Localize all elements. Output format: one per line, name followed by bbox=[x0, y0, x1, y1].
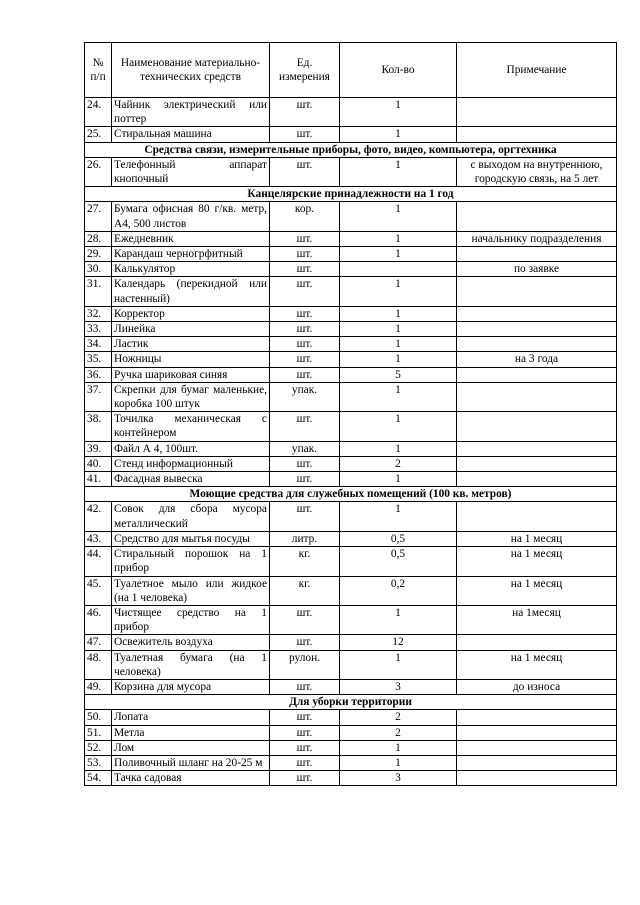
table-row bbox=[85, 412, 617, 441]
row-note bbox=[457, 635, 617, 650]
row-qty: 1 bbox=[340, 605, 457, 634]
row-note bbox=[457, 306, 617, 321]
row-qty: 3 bbox=[340, 771, 457, 786]
row-note: на 1 месяц bbox=[457, 531, 617, 546]
row-qty: 1 bbox=[340, 127, 457, 142]
row-name: Ежедневник bbox=[112, 231, 270, 246]
row-num: 32. bbox=[85, 306, 112, 321]
row-num: 49. bbox=[85, 679, 112, 694]
table-row bbox=[85, 337, 617, 352]
row-qty: 1 bbox=[340, 740, 457, 755]
row-qty: 2 bbox=[340, 456, 457, 471]
section-row bbox=[85, 142, 617, 157]
table-row bbox=[85, 262, 617, 277]
table-row bbox=[85, 635, 617, 650]
row-unit: шт. bbox=[270, 412, 340, 441]
row-name: Туалетное мыло или жидкое (на 1 человека) bbox=[112, 576, 270, 605]
header-name: Наименование материально-технических средств bbox=[112, 43, 270, 98]
row-qty: 1 bbox=[340, 306, 457, 321]
table-row bbox=[85, 755, 617, 770]
row-qty: 1 bbox=[340, 472, 457, 487]
row-note: на 3 года bbox=[457, 352, 617, 367]
row-unit: шт. bbox=[270, 127, 340, 142]
row-unit: шт. bbox=[270, 231, 340, 246]
row-num: 29. bbox=[85, 247, 112, 262]
row-unit: шт. bbox=[270, 277, 340, 306]
row-unit: шт. bbox=[270, 755, 340, 770]
row-name: Ручка шариковая синяя bbox=[112, 367, 270, 382]
row-unit: шт. bbox=[270, 605, 340, 634]
row-note: на 1 месяц bbox=[457, 576, 617, 605]
row-qty: 1 bbox=[340, 755, 457, 770]
row-note: на 1 месяц bbox=[457, 547, 617, 576]
row-unit: шт. bbox=[270, 98, 340, 127]
table-row bbox=[85, 531, 617, 546]
section-row bbox=[85, 187, 617, 202]
row-unit: шт. bbox=[270, 472, 340, 487]
row-note bbox=[457, 202, 617, 231]
row-num: 35. bbox=[85, 352, 112, 367]
row-note bbox=[457, 755, 617, 770]
table-row bbox=[85, 771, 617, 786]
row-num: 28. bbox=[85, 231, 112, 246]
row-name: Фасадная вывеска bbox=[112, 472, 270, 487]
table-row bbox=[85, 502, 617, 531]
table-row bbox=[85, 322, 617, 337]
row-name: Скрепки для бумаг маленькие, коробка 100 штук bbox=[112, 382, 270, 411]
table-row bbox=[85, 202, 617, 231]
row-unit: шт. bbox=[270, 771, 340, 786]
row-name: Корректор bbox=[112, 306, 270, 321]
row-qty: 1 bbox=[340, 322, 457, 337]
row-num: 39. bbox=[85, 441, 112, 456]
row-note: на 1 месяц bbox=[457, 650, 617, 679]
row-qty: 1 bbox=[340, 98, 457, 127]
row-name: Ножницы bbox=[112, 352, 270, 367]
row-name: Календарь (перекидной или настенный) bbox=[112, 277, 270, 306]
row-note bbox=[457, 456, 617, 471]
row-num: 36. bbox=[85, 367, 112, 382]
row-num: 26. bbox=[85, 157, 112, 186]
header-num: № п/п bbox=[85, 43, 112, 98]
table-row bbox=[85, 456, 617, 471]
section-title: Для уборки территории bbox=[85, 695, 617, 710]
table-row bbox=[85, 547, 617, 576]
row-unit: шт. bbox=[270, 367, 340, 382]
row-note bbox=[457, 710, 617, 725]
row-name: Корзина для мусора bbox=[112, 679, 270, 694]
row-num: 51. bbox=[85, 725, 112, 740]
row-note bbox=[457, 441, 617, 456]
row-unit: шт. bbox=[270, 725, 340, 740]
table-row bbox=[85, 441, 617, 456]
row-unit: шт. bbox=[270, 157, 340, 186]
row-note bbox=[457, 127, 617, 142]
row-name: Освежитель воздуха bbox=[112, 635, 270, 650]
row-num: 41. bbox=[85, 472, 112, 487]
row-qty: 1 bbox=[340, 382, 457, 411]
table-row bbox=[85, 725, 617, 740]
table-row bbox=[85, 576, 617, 605]
row-qty: 0,5 bbox=[340, 531, 457, 546]
row-num: 42. bbox=[85, 502, 112, 531]
row-note bbox=[457, 277, 617, 306]
row-qty: 2 bbox=[340, 725, 457, 740]
row-name: Лом bbox=[112, 740, 270, 755]
row-qty: 1 bbox=[340, 337, 457, 352]
table-row bbox=[85, 277, 617, 306]
table-row bbox=[85, 740, 617, 755]
row-name: Файл А 4, 100шт. bbox=[112, 441, 270, 456]
row-name: Чистящее средство на 1 прибор bbox=[112, 605, 270, 634]
row-name: Ластик bbox=[112, 337, 270, 352]
row-note bbox=[457, 322, 617, 337]
row-num: 50. bbox=[85, 710, 112, 725]
row-num: 53. bbox=[85, 755, 112, 770]
row-num: 47. bbox=[85, 635, 112, 650]
row-unit: упак. bbox=[270, 382, 340, 411]
row-unit: шт. bbox=[270, 456, 340, 471]
row-num: 45. bbox=[85, 576, 112, 605]
section-row bbox=[85, 487, 617, 502]
table-row bbox=[85, 352, 617, 367]
row-num: 44. bbox=[85, 547, 112, 576]
row-qty: 1 bbox=[340, 502, 457, 531]
row-unit: литр. bbox=[270, 531, 340, 546]
row-name: Туалетная бумага (на 1 человека) bbox=[112, 650, 270, 679]
row-num: 46. bbox=[85, 605, 112, 634]
header-note: Примечание bbox=[457, 43, 617, 98]
row-unit: упак. bbox=[270, 441, 340, 456]
row-num: 31. bbox=[85, 277, 112, 306]
row-note bbox=[457, 367, 617, 382]
row-num: 27. bbox=[85, 202, 112, 231]
row-name: Стенд информационный bbox=[112, 456, 270, 471]
row-note bbox=[457, 725, 617, 740]
row-unit: шт. bbox=[270, 352, 340, 367]
row-num: 24. bbox=[85, 98, 112, 127]
row-qty: 1 bbox=[340, 441, 457, 456]
row-num: 37. bbox=[85, 382, 112, 411]
row-num: 38. bbox=[85, 412, 112, 441]
table-row bbox=[85, 367, 617, 382]
row-qty: 5 bbox=[340, 367, 457, 382]
row-name: Лопата bbox=[112, 710, 270, 725]
row-name: Бумага офисная 80 г/кв. метр, А4, 500 листов bbox=[112, 202, 270, 231]
row-qty: 0,5 bbox=[340, 547, 457, 576]
row-unit: кг. bbox=[270, 547, 340, 576]
table-body bbox=[85, 98, 617, 786]
row-qty: 1 bbox=[340, 650, 457, 679]
table-row bbox=[85, 98, 617, 127]
row-unit: кор. bbox=[270, 202, 340, 231]
row-unit: шт. bbox=[270, 635, 340, 650]
row-name: Средство для мытья посуды bbox=[112, 531, 270, 546]
row-note: начальнику подразделения bbox=[457, 231, 617, 246]
table-row bbox=[85, 382, 617, 411]
row-num: 40. bbox=[85, 456, 112, 471]
row-qty: 1 bbox=[340, 277, 457, 306]
row-note bbox=[457, 337, 617, 352]
row-num: 48. bbox=[85, 650, 112, 679]
row-qty: 1 bbox=[340, 247, 457, 262]
table-row bbox=[85, 157, 617, 186]
row-num: 25. bbox=[85, 127, 112, 142]
row-name: Стиральная машина bbox=[112, 127, 270, 142]
row-qty: 3 bbox=[340, 679, 457, 694]
row-unit: шт. bbox=[270, 322, 340, 337]
row-name: Калькулятор bbox=[112, 262, 270, 277]
row-name: Стиральный порошок на 1 прибор bbox=[112, 547, 270, 576]
row-unit: шт. bbox=[270, 502, 340, 531]
row-unit: шт. bbox=[270, 306, 340, 321]
row-num: 33. bbox=[85, 322, 112, 337]
row-note bbox=[457, 502, 617, 531]
table-row bbox=[85, 472, 617, 487]
row-qty: 1 bbox=[340, 157, 457, 186]
materials-table bbox=[84, 42, 617, 786]
row-name: Телефонный аппарат кнопочный bbox=[112, 157, 270, 186]
row-note bbox=[457, 412, 617, 441]
table-header-row bbox=[85, 43, 617, 98]
section-title: Моющие средства для служебных помещений (100 кв. метров) bbox=[85, 487, 617, 502]
row-unit: шт. bbox=[270, 710, 340, 725]
row-num: 52. bbox=[85, 740, 112, 755]
row-unit: шт. bbox=[270, 679, 340, 694]
section-row bbox=[85, 695, 617, 710]
row-name: Карандаш черногрфитный bbox=[112, 247, 270, 262]
section-title: Канцелярские принадлежности на 1 год bbox=[85, 187, 617, 202]
row-unit: шт. bbox=[270, 337, 340, 352]
row-unit: рулон. bbox=[270, 650, 340, 679]
table-row bbox=[85, 127, 617, 142]
table-row bbox=[85, 306, 617, 321]
row-note: до износа bbox=[457, 679, 617, 694]
row-qty bbox=[340, 262, 457, 277]
table-row bbox=[85, 605, 617, 634]
table-row bbox=[85, 650, 617, 679]
row-num: 34. bbox=[85, 337, 112, 352]
row-name: Метла bbox=[112, 725, 270, 740]
header-qty: Кол-во bbox=[340, 43, 457, 98]
row-qty: 1 bbox=[340, 412, 457, 441]
row-note bbox=[457, 98, 617, 127]
header-unit: Ед. измерения bbox=[270, 43, 340, 98]
row-name: Чайник электрический или поттер bbox=[112, 98, 270, 127]
row-note bbox=[457, 771, 617, 786]
table-row bbox=[85, 231, 617, 246]
row-note bbox=[457, 740, 617, 755]
row-note bbox=[457, 472, 617, 487]
row-qty: 0,2 bbox=[340, 576, 457, 605]
row-note: по заявке bbox=[457, 262, 617, 277]
row-num: 43. bbox=[85, 531, 112, 546]
row-note: на 1месяц bbox=[457, 605, 617, 634]
row-name: Линейка bbox=[112, 322, 270, 337]
row-name: Поливочный шланг на 20-25 м bbox=[112, 755, 270, 770]
row-note bbox=[457, 382, 617, 411]
row-unit: шт. bbox=[270, 740, 340, 755]
table-row bbox=[85, 710, 617, 725]
row-name: Тачка садовая bbox=[112, 771, 270, 786]
row-qty: 12 bbox=[340, 635, 457, 650]
row-note: с выходом на внутреннюю, городскую связь, на 5 лет bbox=[457, 157, 617, 186]
section-title: Средства связи, измерительные приборы, фото, видео, компьютера, оргтехника bbox=[85, 142, 617, 157]
row-qty: 1 bbox=[340, 202, 457, 231]
row-qty: 1 bbox=[340, 231, 457, 246]
row-unit: шт. bbox=[270, 262, 340, 277]
row-unit: кг. bbox=[270, 576, 340, 605]
table-row bbox=[85, 247, 617, 262]
row-name: Точилка механическая с контейнером bbox=[112, 412, 270, 441]
row-num: 54. bbox=[85, 771, 112, 786]
row-name: Совок для сбора мусора металлический bbox=[112, 502, 270, 531]
row-num: 30. bbox=[85, 262, 112, 277]
row-qty: 2 bbox=[340, 710, 457, 725]
table-row bbox=[85, 679, 617, 694]
row-qty: 1 bbox=[340, 352, 457, 367]
row-unit: шт. bbox=[270, 247, 340, 262]
row-note bbox=[457, 247, 617, 262]
